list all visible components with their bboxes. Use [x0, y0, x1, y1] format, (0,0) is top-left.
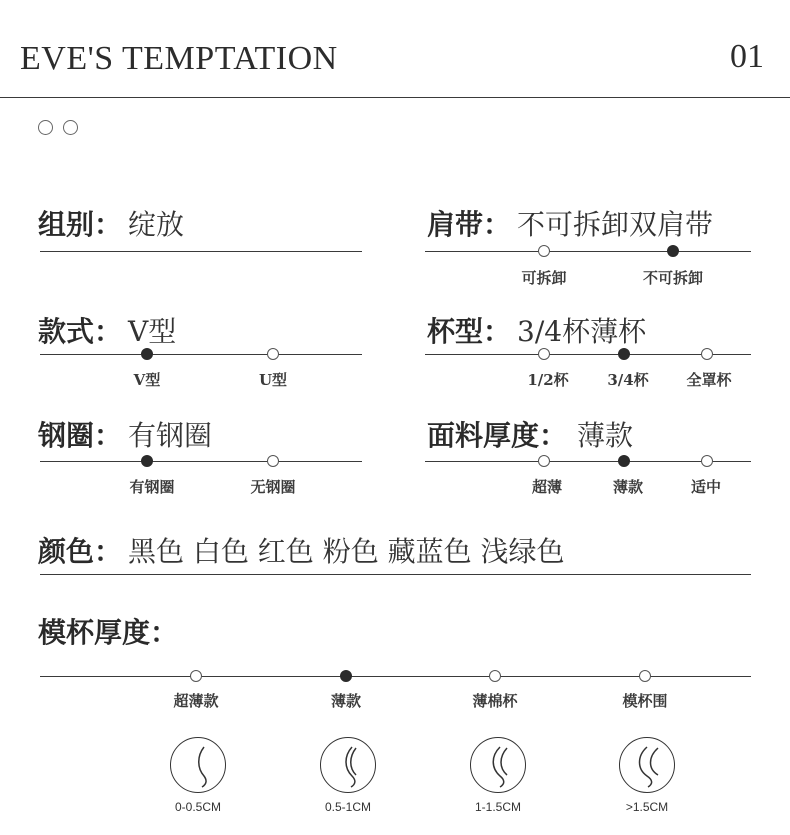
- strap-option-marker-fixed: [667, 245, 679, 257]
- mold-option-marker-molded: [639, 670, 651, 682]
- decorative-circle-icon: [38, 120, 53, 135]
- wire-rule: [40, 461, 362, 462]
- style-option-v: V型: [133, 371, 161, 389]
- cup-option-three-quarter: 3/4杯: [607, 371, 649, 389]
- fabric-option-marker-thin: [618, 455, 630, 467]
- style-option-marker-v: [141, 348, 153, 360]
- cup-option-marker-half: [538, 348, 550, 360]
- fabric-option-thin: 薄款: [612, 478, 644, 496]
- cup-option-full: 全罩杯: [686, 371, 732, 389]
- cup-option-marker-full: [701, 348, 713, 360]
- mold-option-molded: 模杯围: [622, 692, 668, 710]
- cup-option-marker-three-quarter: [618, 348, 630, 360]
- wire-value: 有钢圈: [128, 419, 213, 452]
- group-label: 组别：: [38, 208, 123, 241]
- page-number: 01: [730, 38, 764, 75]
- mold-label: 模杯厚度：: [38, 616, 179, 649]
- wire-option-marker-with: [141, 455, 153, 467]
- strap-value: 不可拆卸双肩带: [517, 208, 714, 241]
- thickness-range-cotton: 1-1.5CM: [474, 800, 522, 814]
- strap-option-fixed: 不可拆卸: [642, 269, 704, 287]
- fabric-option-ultrathin: 超薄: [531, 478, 563, 496]
- group-rule: [40, 251, 362, 252]
- mold-option-thin: 薄款: [330, 692, 362, 710]
- thickness-range-molded: >1.5CM: [625, 800, 669, 814]
- mold-option-marker-cotton: [489, 670, 501, 682]
- decorative-circle-icon: [63, 120, 78, 135]
- cup-option-half: 1/2杯: [527, 371, 569, 389]
- cup-thickness-molded-icon: [619, 737, 675, 793]
- wire-label: 钢圈：: [38, 419, 123, 452]
- cup-thickness-cotton-icon: [470, 737, 526, 793]
- wire-option-marker-without: [267, 455, 279, 467]
- color-rule: [40, 574, 751, 575]
- cup-thickness-ultrathin-icon: [170, 737, 226, 793]
- thickness-range-ultrathin: 0-0.5CM: [174, 800, 222, 814]
- mold-option-marker-thin: [340, 670, 352, 682]
- style-option-marker-u: [267, 348, 279, 360]
- color-label: 颜色：: [38, 535, 123, 568]
- strap-label: 肩带：: [427, 208, 512, 241]
- wire-option-without: 无钢圈: [250, 478, 296, 496]
- strap-rule: [425, 251, 751, 252]
- cup-thickness-thin-icon: [320, 737, 376, 793]
- mold-option-cotton: 薄棉杯: [472, 692, 518, 710]
- header-divider: [0, 97, 790, 98]
- brand-logo: EVE'S TEMPTATION: [20, 40, 338, 77]
- fabric-option-marker-ultrathin: [538, 455, 550, 467]
- group-value: 绽放: [128, 208, 185, 241]
- strap-option-marker-detachable: [538, 245, 550, 257]
- cup-label: 杯型：: [427, 315, 512, 348]
- fabric-option-medium: 适中: [690, 478, 722, 496]
- thickness-range-thin: 0.5-1CM: [324, 800, 372, 814]
- color-value: 黑色 白色 红色 粉色 藏蓝色 浅绿色: [128, 535, 565, 568]
- mold-option-ultrathin: 超薄款: [173, 692, 219, 710]
- wire-option-with: 有钢圈: [129, 478, 175, 496]
- style-value: V型: [128, 315, 177, 348]
- fabric-option-marker-medium: [701, 455, 713, 467]
- fabric-value: 薄款: [577, 419, 634, 452]
- cup-value: 3/4杯薄杯: [517, 315, 647, 348]
- fabric-label: 面料厚度：: [427, 419, 568, 452]
- style-option-u: U型: [258, 371, 288, 389]
- style-rule: [40, 354, 362, 355]
- mold-option-marker-ultrathin: [190, 670, 202, 682]
- style-label: 款式：: [38, 315, 123, 348]
- strap-option-detachable: 可拆卸: [521, 269, 567, 287]
